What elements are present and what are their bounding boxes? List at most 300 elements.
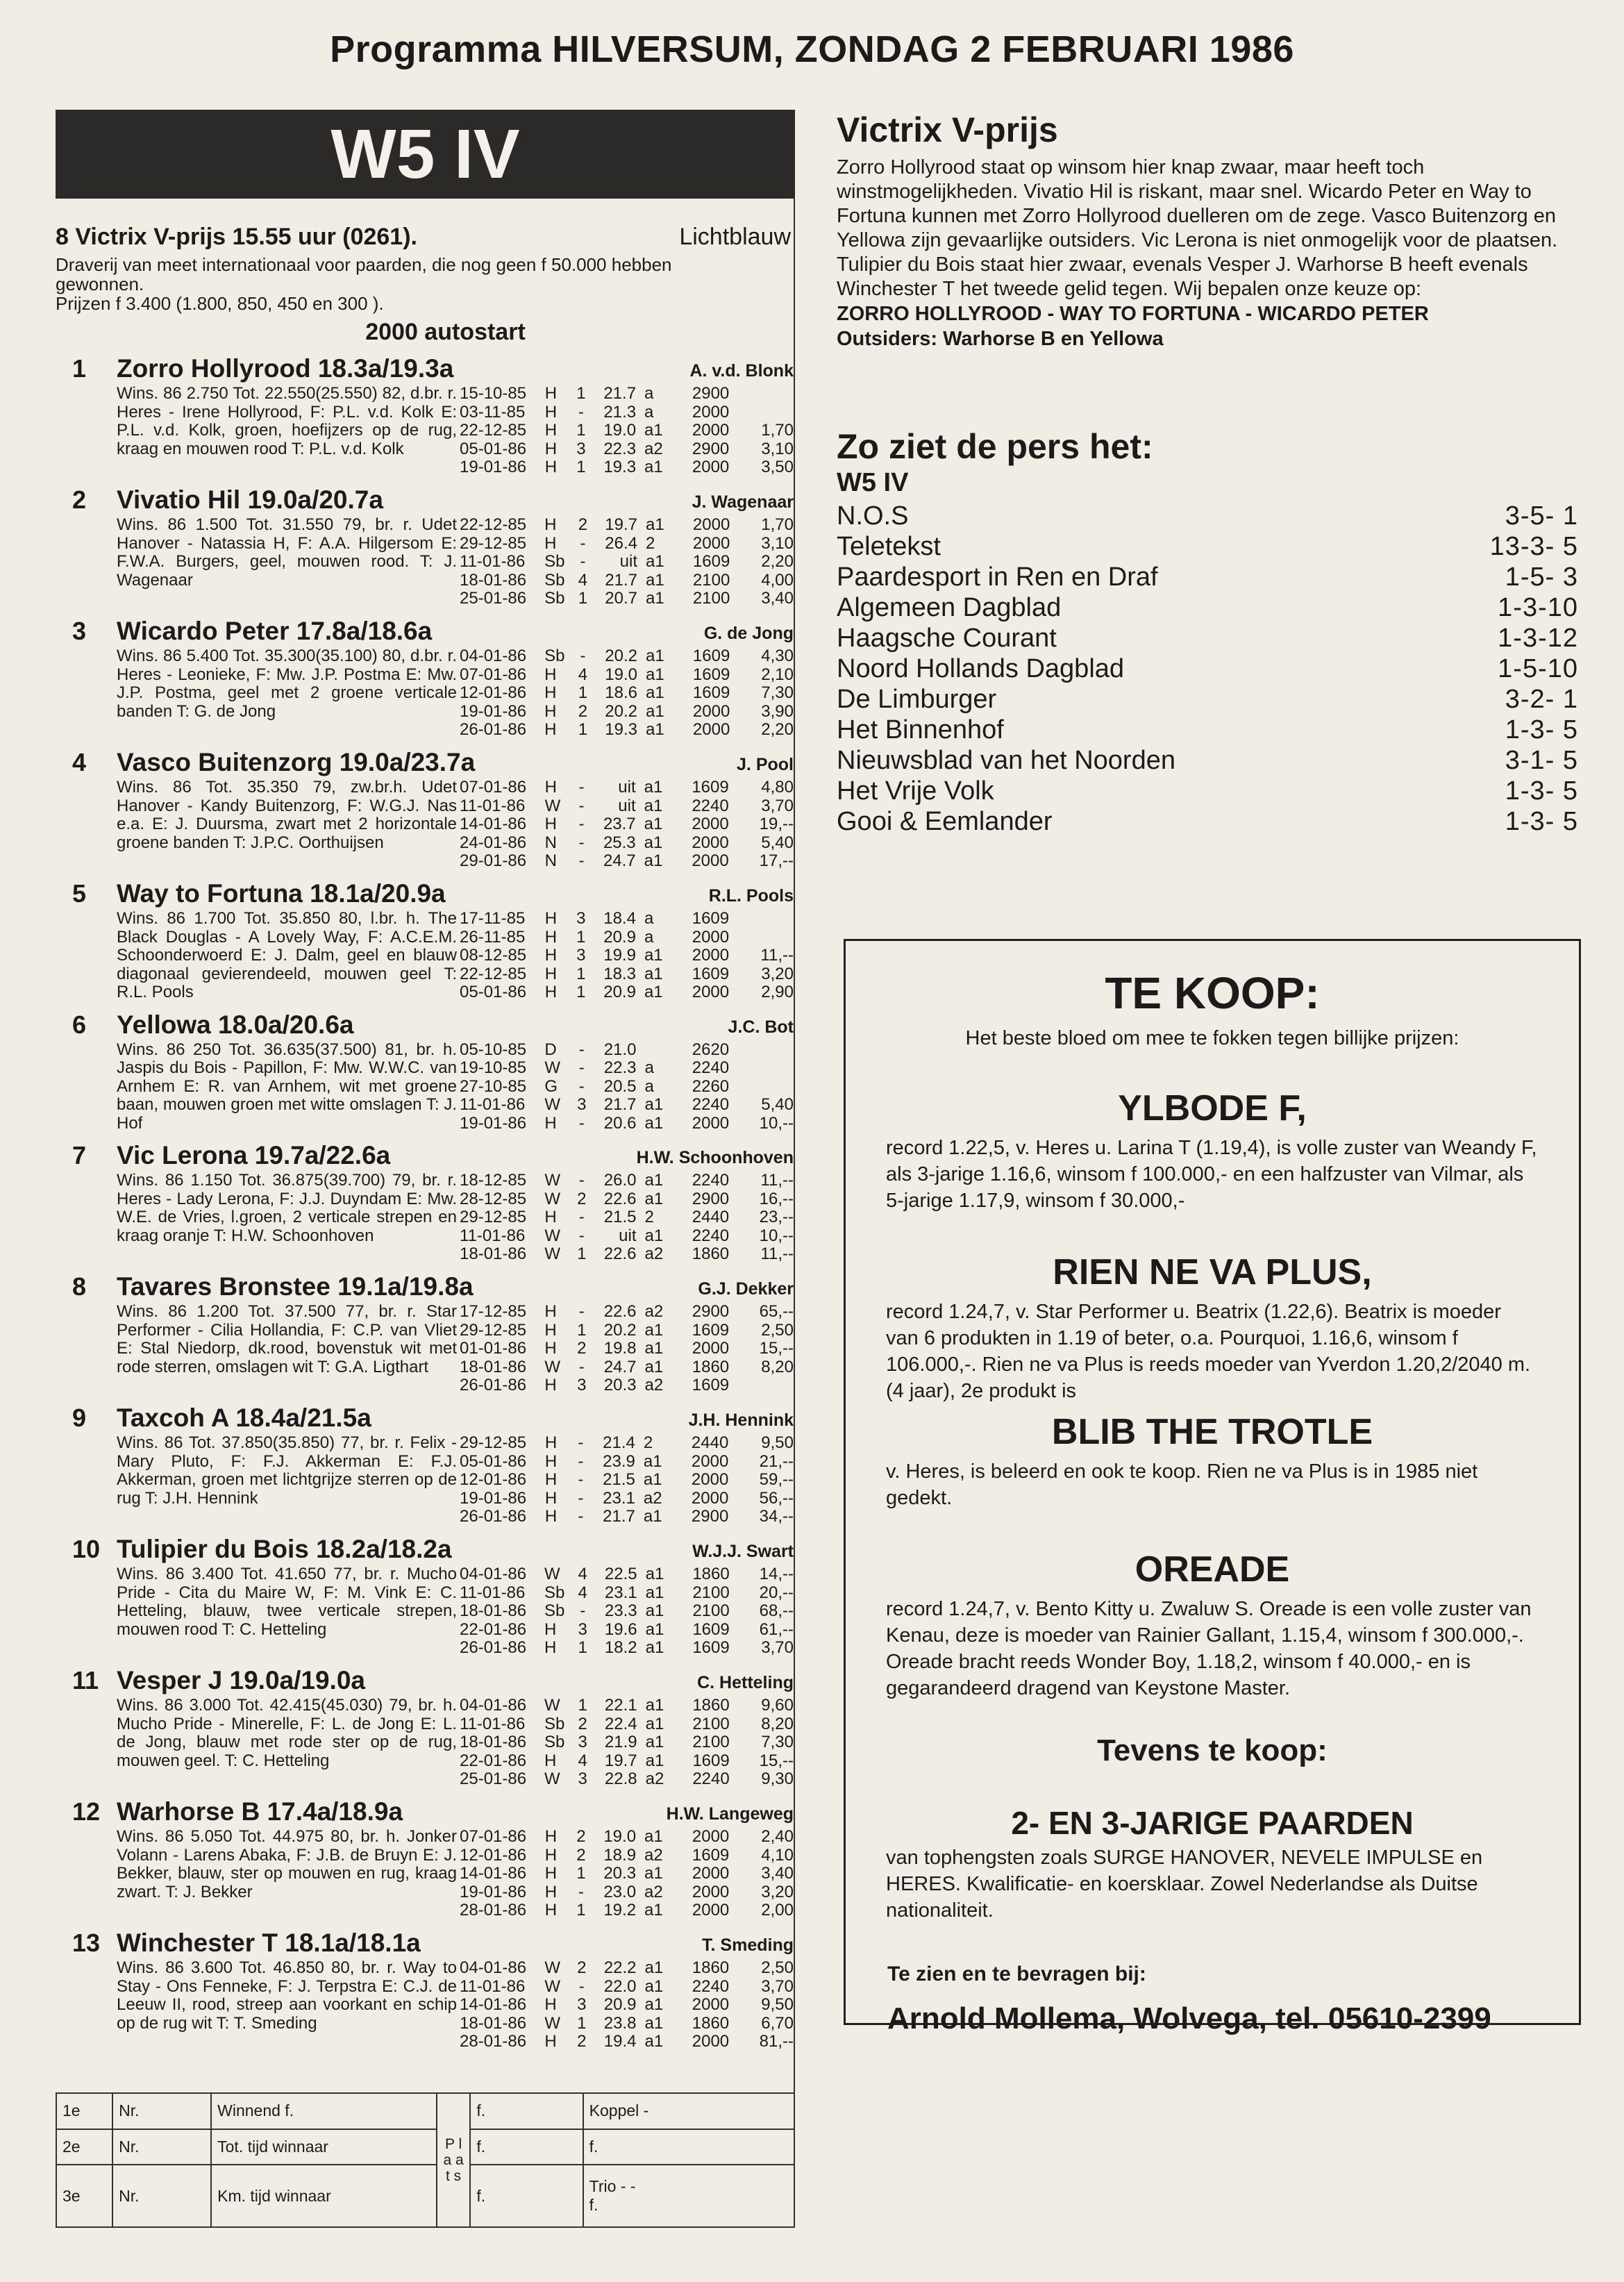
form-odds: 16,-- bbox=[759, 1189, 794, 1208]
form-time: 18.6 bbox=[605, 683, 638, 702]
form-place: 1 bbox=[577, 1244, 587, 1263]
form-distance: 2000 bbox=[692, 983, 730, 1001]
form-distance: 2000 bbox=[692, 515, 730, 534]
form-odds: 4,00 bbox=[761, 570, 794, 590]
form-date: 11-01-86 bbox=[460, 1714, 526, 1733]
result-nr-1: Nr. bbox=[112, 2093, 211, 2129]
press-prediction: 3-2- 1 bbox=[1505, 685, 1578, 714]
result-plaats-f-3: f. bbox=[470, 2165, 583, 2227]
form-track: H bbox=[544, 1208, 557, 1226]
form-time: 19.0 bbox=[605, 665, 638, 684]
form-odds: 7,30 bbox=[761, 1733, 794, 1751]
form-start: a1 bbox=[645, 1583, 664, 1602]
form-odds: 65,-- bbox=[759, 1302, 794, 1321]
form-start: a bbox=[644, 927, 654, 947]
form-track: W bbox=[544, 1565, 560, 1583]
form-odds bbox=[729, 928, 794, 947]
form-odds: 68,-- bbox=[759, 1601, 794, 1620]
horse-number: 9 bbox=[72, 1404, 87, 1432]
horse-driver: J. Pool bbox=[737, 755, 794, 774]
form-time: 22.6 bbox=[603, 1189, 637, 1208]
form-date: 11-01-86 bbox=[460, 1095, 526, 1114]
horse-pedigree: Wins. 86 3.600 Tot. 46.850 80, br. r. Way to Stay - Ons Fenneke, F: J. Terpstra E: C.J. de Leeuw II, rood, streep aan voorkant en schip op de rug wit T: T. Smeding bbox=[117, 1958, 457, 2033]
form-row bbox=[460, 778, 794, 797]
form-row bbox=[460, 1584, 794, 1603]
ad-contact: Arnold Mollema, Wolvega, tel. 05610-2399 bbox=[887, 2001, 1491, 2035]
form-date: 29-12-85 bbox=[460, 1433, 527, 1452]
form-time: 23.9 bbox=[603, 1451, 635, 1471]
form-distance: 2440 bbox=[692, 1208, 730, 1226]
form-distance: 1860 bbox=[692, 1696, 730, 1715]
form-odds: 59,-- bbox=[759, 1470, 794, 1489]
form-date: 26-11-85 bbox=[460, 927, 526, 947]
form-date: 18-01-86 bbox=[460, 2013, 527, 2033]
form-date: 19-01-86 bbox=[460, 1488, 527, 1508]
form-start: a1 bbox=[643, 1507, 662, 1526]
form-track: H bbox=[544, 665, 557, 684]
form-start: a1 bbox=[645, 1751, 664, 1770]
form-place: 2 bbox=[578, 1714, 587, 1733]
form-row bbox=[460, 1996, 794, 2015]
form-start: a1 bbox=[644, 1320, 664, 1340]
commentary-column bbox=[837, 110, 1581, 837]
horse-entry bbox=[56, 879, 794, 1002]
form-odds: 10,-- bbox=[759, 1226, 794, 1245]
form-track: N bbox=[544, 833, 557, 852]
press-list bbox=[837, 501, 1581, 837]
form-row bbox=[460, 1697, 794, 1715]
press-source: Gooi & Eemlander bbox=[837, 807, 1053, 836]
form-start: a1 bbox=[644, 946, 663, 965]
form-track: H bbox=[544, 421, 558, 440]
horse-name: Zorro Hollyrood 18.3a/19.3a bbox=[117, 354, 454, 383]
form-start: a1 bbox=[644, 833, 663, 852]
form-odds: 23,-- bbox=[759, 1208, 794, 1226]
form-track: H bbox=[544, 1451, 558, 1471]
form-place: - bbox=[578, 815, 585, 833]
form-row bbox=[460, 703, 794, 722]
ad-text-rien: record 1.24,7, v. Star Performer u. Beatrix (1.22,6). Beatrix is moeder van 6 produkten in 1.19 of beter, o.a. Pourquoi, 1.16,6, winsom f 106.000,-. Rien ne va Plus is reeds moeder van Yverdon 1.20,2/2040 m. (4 jaar), 2e produkt is bbox=[886, 1301, 1531, 1402]
horse-driver: J.C. Bot bbox=[728, 1017, 794, 1037]
form-row bbox=[460, 385, 794, 403]
form-place: 4 bbox=[578, 1583, 587, 1602]
form-distance: 2900 bbox=[692, 384, 730, 403]
form-row bbox=[460, 983, 794, 1002]
horse-entry bbox=[56, 1404, 794, 1526]
form-row bbox=[460, 1115, 794, 1133]
form-time: 20.5 bbox=[603, 1076, 637, 1096]
form-start: a1 bbox=[644, 2032, 664, 2051]
form-track: H bbox=[544, 1488, 558, 1508]
press-source: Nieuwsblad van het Noorden bbox=[837, 746, 1175, 775]
form-time: uit bbox=[619, 1226, 637, 1245]
horse-number: 1 bbox=[72, 354, 87, 383]
form-place: 1 bbox=[578, 720, 588, 739]
form-time: 24.7 bbox=[603, 851, 636, 870]
form-odds: 11,-- bbox=[760, 1171, 794, 1190]
form-start: a1 bbox=[645, 1601, 664, 1620]
form-time: 18.9 bbox=[603, 1845, 637, 1865]
form-distance: 2100 bbox=[692, 589, 730, 608]
ad-horse-ylbode: YLBODE F, bbox=[1118, 1088, 1307, 1128]
form-distance: 2000 bbox=[692, 402, 730, 422]
result-rank-1: 1e bbox=[56, 2093, 112, 2129]
form-time: 20.3 bbox=[603, 1864, 637, 1883]
form-time: 23.1 bbox=[603, 1488, 635, 1508]
form-date: 08-12-85 bbox=[460, 946, 527, 965]
form-place: 1 bbox=[578, 683, 588, 702]
form-row bbox=[460, 1078, 794, 1097]
form-start: a2 bbox=[644, 1302, 664, 1321]
ad-text-young: van tophengsten zoals SURGE HANOVER, NEVELE IMPULSE en HERES. Kwalificatie- en koersklaar. Zowel Nederlandse als Duitse nationaliteit. bbox=[886, 1847, 1483, 1922]
horse-number: 3 bbox=[72, 617, 87, 645]
form-track: H bbox=[544, 533, 557, 553]
form-time: 20.9 bbox=[603, 983, 636, 1001]
form-date: 12-01-86 bbox=[460, 1470, 527, 1489]
press-row bbox=[837, 531, 1580, 562]
form-start: a2 bbox=[644, 1244, 664, 1263]
form-distance: 2100 bbox=[692, 1583, 730, 1602]
form-date: 22-01-86 bbox=[460, 1751, 527, 1770]
form-place: - bbox=[578, 833, 585, 852]
form-place: - bbox=[578, 1976, 585, 1996]
form-track: H bbox=[544, 1864, 558, 1883]
form-distance: 1609 bbox=[692, 1619, 730, 1639]
ad-title: TE KOOP: bbox=[1105, 968, 1320, 1018]
form-start: a1 bbox=[645, 1619, 664, 1639]
horse-header bbox=[56, 354, 794, 385]
form-row bbox=[460, 1471, 794, 1490]
form-date: 14-01-86 bbox=[460, 1995, 527, 2014]
form-place: - bbox=[578, 778, 585, 797]
form-row bbox=[460, 1828, 794, 1847]
press-prediction: 1-5- 3 bbox=[1505, 563, 1578, 592]
form-time: 26.4 bbox=[605, 533, 638, 553]
form-time: 21.0 bbox=[603, 1040, 637, 1059]
form-odds: 61,-- bbox=[759, 1619, 794, 1639]
form-row bbox=[460, 947, 794, 965]
form-start: a1 bbox=[644, 851, 663, 870]
form-start: a1 bbox=[643, 1451, 662, 1471]
form-row bbox=[460, 1565, 794, 1584]
form-distance: 2240 bbox=[692, 1976, 730, 1996]
press-row bbox=[837, 562, 1580, 592]
horse-number: 6 bbox=[72, 1010, 87, 1039]
form-time: 26.0 bbox=[603, 1171, 637, 1190]
form-place: 3 bbox=[576, 909, 586, 928]
form-distance: 2000 bbox=[692, 1113, 730, 1133]
form-place: 1 bbox=[578, 1638, 587, 1657]
horse-header bbox=[56, 1272, 794, 1303]
form-odds: 10,-- bbox=[759, 1113, 794, 1133]
form-time: 20.9 bbox=[603, 1995, 637, 2014]
form-distance: 1860 bbox=[692, 1357, 730, 1376]
form-distance: 2000 bbox=[692, 1827, 730, 1846]
form-start: a1 bbox=[646, 647, 664, 665]
form-row bbox=[460, 535, 794, 553]
form-odds bbox=[729, 403, 794, 422]
horse-entry bbox=[56, 1141, 794, 1264]
form-odds: 81,-- bbox=[759, 2032, 794, 2051]
horse-pedigree: Wins. 86 2.750 Tot. 22.550(25.550) 82, d.br. r. Heres - Irene Hollyrood, F: P.L. v.d. Kolk E: P.L. v.d. Kolk, groen, hoefijzers op de rug, kraag en mouwen rood T: P.L. v.d. Kolk bbox=[117, 384, 457, 458]
form-track: Sb bbox=[544, 552, 565, 571]
form-distance: 2000 bbox=[692, 1995, 730, 2014]
form-track: H bbox=[544, 1845, 558, 1865]
form-start: a1 bbox=[644, 964, 663, 983]
form-track: H bbox=[544, 1638, 557, 1657]
race-prizes: Prijzen f 3.400 (1.800, 850, 450 en 300 ). bbox=[56, 293, 384, 314]
form-place: - bbox=[578, 1451, 584, 1471]
form-track: H bbox=[544, 946, 558, 965]
form-time: 21.4 bbox=[603, 1433, 635, 1452]
horse-driver: H.W. Schoonhoven bbox=[636, 1148, 794, 1167]
form-table bbox=[460, 1959, 794, 2051]
form-start: a bbox=[644, 1076, 654, 1096]
form-row bbox=[460, 1190, 794, 1209]
form-time: 19.7 bbox=[604, 1751, 637, 1770]
form-track: H bbox=[544, 1882, 558, 1901]
form-date: 24-01-86 bbox=[460, 833, 527, 852]
form-table bbox=[460, 385, 794, 477]
form-distance: 1609 bbox=[692, 552, 730, 571]
form-start: a1 bbox=[644, 1226, 664, 1245]
form-place: 2 bbox=[578, 515, 588, 534]
form-track: W bbox=[544, 1976, 561, 1996]
form-place: 3 bbox=[577, 1095, 587, 1114]
form-time: uit bbox=[618, 796, 636, 815]
horse-name: Vivatio Hil 19.0a/20.7a bbox=[117, 485, 383, 514]
press-source: Het Vrije Volk bbox=[837, 776, 994, 806]
press-source: Haagsche Courant bbox=[837, 624, 1057, 653]
form-distance: 2100 bbox=[692, 1601, 730, 1620]
form-start: a1 bbox=[645, 1696, 664, 1715]
form-track: H bbox=[544, 983, 558, 1001]
form-place: - bbox=[578, 1040, 585, 1059]
form-odds: 3,70 bbox=[761, 1976, 794, 1996]
form-date: 22-12-85 bbox=[460, 964, 527, 983]
press-prediction: 1-3-10 bbox=[1498, 593, 1578, 622]
form-track: W bbox=[544, 1058, 561, 1077]
form-place: 1 bbox=[576, 983, 586, 1001]
form-row bbox=[460, 422, 794, 440]
result-trio-f: f. bbox=[589, 2196, 598, 2215]
horse-entry bbox=[56, 1010, 794, 1133]
form-place: 1 bbox=[576, 384, 586, 403]
form-start: a1 bbox=[646, 665, 664, 684]
form-place: - bbox=[578, 1357, 585, 1376]
form-track: H bbox=[544, 384, 558, 403]
form-track: H bbox=[544, 515, 557, 534]
horse-header bbox=[56, 485, 794, 516]
commentary-title: Victrix V-prijs bbox=[837, 110, 1058, 149]
form-date: 26-01-86 bbox=[460, 1638, 527, 1657]
result-plaats-f-2: f. bbox=[470, 2129, 583, 2165]
form-date: 11-01-86 bbox=[460, 1976, 526, 1996]
form-start: 2 bbox=[643, 1433, 653, 1452]
form-track: W bbox=[544, 1958, 561, 1977]
form-date: 25-01-86 bbox=[460, 1769, 527, 1788]
form-place: 4 bbox=[578, 1565, 587, 1583]
form-odds: 3,70 bbox=[761, 1638, 794, 1657]
form-start: a1 bbox=[644, 1171, 664, 1190]
form-start: a2 bbox=[644, 439, 663, 458]
form-distance: 2000 bbox=[692, 533, 730, 553]
form-row bbox=[460, 834, 794, 853]
form-time: 22.3 bbox=[603, 439, 637, 458]
form-row bbox=[460, 2015, 794, 2033]
form-row bbox=[460, 1883, 794, 1902]
form-row bbox=[460, 910, 794, 928]
form-distance: 2100 bbox=[692, 570, 730, 590]
horse-header bbox=[56, 617, 794, 647]
form-date: 19-01-86 bbox=[460, 1882, 527, 1901]
form-track: W bbox=[544, 1244, 561, 1263]
race-title: 8 Victrix V-prijs 15.55 uur (0261). bbox=[56, 224, 417, 250]
form-start: a1 bbox=[644, 1976, 664, 1996]
press-subtitle: W5 IV bbox=[837, 468, 909, 497]
form-distance: 2000 bbox=[692, 851, 729, 870]
form-start: a1 bbox=[644, 1958, 664, 1977]
horse-entry bbox=[56, 1929, 794, 2051]
form-odds: 3,70 bbox=[761, 796, 794, 815]
form-time: 20.2 bbox=[605, 647, 638, 665]
form-odds bbox=[729, 385, 794, 403]
form-start: a1 bbox=[646, 515, 664, 534]
result-trio bbox=[583, 2165, 794, 2227]
form-date: 22-01-86 bbox=[460, 1619, 527, 1639]
form-start: a1 bbox=[644, 778, 663, 797]
form-start: a1 bbox=[644, 983, 663, 1001]
form-row bbox=[460, 1227, 794, 1246]
form-time: 20.6 bbox=[603, 1113, 637, 1133]
form-distance: 2900 bbox=[691, 1507, 729, 1526]
form-odds: 20,-- bbox=[759, 1583, 794, 1602]
form-time: 21.3 bbox=[603, 402, 637, 422]
press-prediction: 3-5- 1 bbox=[1505, 501, 1578, 531]
form-start: a2 bbox=[644, 1376, 664, 1394]
form-date: 19-01-86 bbox=[460, 1113, 527, 1133]
form-distance: 2240 bbox=[692, 1058, 730, 1077]
form-row bbox=[460, 666, 794, 685]
form-place: - bbox=[578, 1882, 584, 1901]
race-title-row bbox=[56, 224, 794, 251]
horse-header bbox=[56, 1404, 794, 1434]
form-place: 1 bbox=[576, 421, 586, 440]
form-start: a1 bbox=[644, 1113, 664, 1133]
ad-text-blib: v. Heres, is beleerd en ook te koop. Rien ne va Plus is in 1985 niet gedekt. bbox=[886, 1460, 1478, 1509]
horse-number: 13 bbox=[72, 1929, 101, 1957]
form-track: N bbox=[544, 851, 557, 870]
form-table bbox=[460, 778, 794, 871]
form-odds: 14,-- bbox=[759, 1565, 794, 1583]
form-date: 07-01-86 bbox=[460, 778, 527, 797]
horse-name: Tulipier du Bois 18.2a/18.2a bbox=[117, 1535, 452, 1563]
form-row bbox=[460, 1358, 794, 1377]
form-time: 22.2 bbox=[603, 1958, 637, 1977]
horse-pedigree: Wins. 86 Tot. 35.350 79, zw.br.h. Udet Hanover - Kandy Buitenzorg, F: W.G.J. Nas e.a. E: J. Duursma, zwart met 2 horizontale groene banden T: J.P.C. Oorthuijsen bbox=[117, 778, 457, 852]
press-source: N.O.S bbox=[837, 501, 909, 531]
result-rank-2: 2e bbox=[56, 2129, 112, 2165]
form-track: H bbox=[544, 909, 558, 928]
form-odds: 2,90 bbox=[761, 983, 794, 1001]
form-track: H bbox=[544, 683, 557, 702]
form-odds bbox=[729, 910, 794, 928]
form-distance: 2000 bbox=[691, 1451, 729, 1471]
form-track: H bbox=[544, 701, 557, 721]
form-date: 05-01-86 bbox=[460, 1451, 527, 1471]
form-odds: 3,10 bbox=[761, 533, 794, 553]
ad-horse-blib: BLIB THE TROTLE bbox=[1051, 1412, 1373, 1452]
ad-also-for-sale: Tevens te koop: bbox=[1097, 1733, 1328, 1767]
horse-header bbox=[56, 1010, 794, 1041]
press-source: Noord Hollands Dagblad bbox=[837, 654, 1125, 683]
form-time: 20.2 bbox=[605, 701, 638, 721]
form-time: 22.3 bbox=[603, 1058, 637, 1077]
form-place: - bbox=[578, 1113, 585, 1133]
form-time: 19.3 bbox=[603, 458, 637, 476]
form-distance: 2240 bbox=[692, 1095, 730, 1114]
form-odds bbox=[729, 1059, 794, 1078]
form-date: 05-01-86 bbox=[460, 439, 527, 458]
form-time: 19.0 bbox=[603, 421, 637, 440]
horse-driver: A. v.d. Blonk bbox=[689, 361, 794, 381]
form-odds: 2,20 bbox=[761, 720, 794, 739]
for-sale-advertisement bbox=[844, 939, 1581, 2035]
form-time: 21.9 bbox=[604, 1733, 637, 1751]
horse-name: Vesper J 19.0a/19.0a bbox=[117, 1666, 365, 1694]
press-source: Paardesport in Ren en Draf bbox=[837, 563, 1158, 592]
form-distance: 1609 bbox=[692, 665, 730, 684]
form-row bbox=[460, 1978, 794, 1997]
form-start: a1 bbox=[644, 1189, 664, 1208]
race-banner: W5 IV bbox=[56, 110, 795, 199]
form-table bbox=[460, 647, 794, 740]
form-distance: 1609 bbox=[692, 1320, 730, 1340]
form-distance: 2620 bbox=[692, 1040, 730, 1059]
form-start: a1 bbox=[644, 815, 663, 833]
result-koppel-f: f. bbox=[583, 2129, 794, 2165]
form-distance: 2000 bbox=[692, 2032, 730, 2051]
form-date: 11-01-86 bbox=[460, 552, 526, 571]
press-row bbox=[837, 653, 1580, 684]
form-distance: 2000 bbox=[691, 1488, 729, 1508]
horse-header bbox=[56, 1535, 794, 1565]
form-start: a1 bbox=[646, 570, 664, 590]
form-track: H bbox=[544, 458, 558, 476]
horse-entry bbox=[56, 748, 794, 871]
form-date: 29-12-85 bbox=[460, 1208, 527, 1226]
form-row bbox=[460, 1490, 794, 1508]
form-distance: 1609 bbox=[692, 1638, 730, 1657]
horse-name: Way to Fortuna 18.1a/20.9a bbox=[117, 879, 446, 908]
horse-number: 5 bbox=[72, 879, 87, 908]
form-track: H bbox=[544, 964, 558, 983]
form-start: a bbox=[644, 402, 654, 422]
form-place: - bbox=[578, 1171, 585, 1190]
form-track: W bbox=[544, 1226, 561, 1245]
form-odds: 2,50 bbox=[761, 1320, 794, 1340]
form-start: a1 bbox=[646, 720, 664, 739]
form-row bbox=[460, 458, 794, 477]
race-color: Lichtblauw bbox=[679, 224, 791, 250]
form-place: 1 bbox=[577, 1320, 587, 1340]
form-start: a1 bbox=[644, 1901, 663, 1919]
form-odds: 2,20 bbox=[761, 552, 794, 571]
press-row bbox=[837, 501, 1580, 531]
press-source: Het Binnenhof bbox=[837, 715, 1004, 744]
form-row bbox=[460, 928, 794, 947]
result-tottijd: Tot. tijd winnaar bbox=[211, 2129, 437, 2165]
